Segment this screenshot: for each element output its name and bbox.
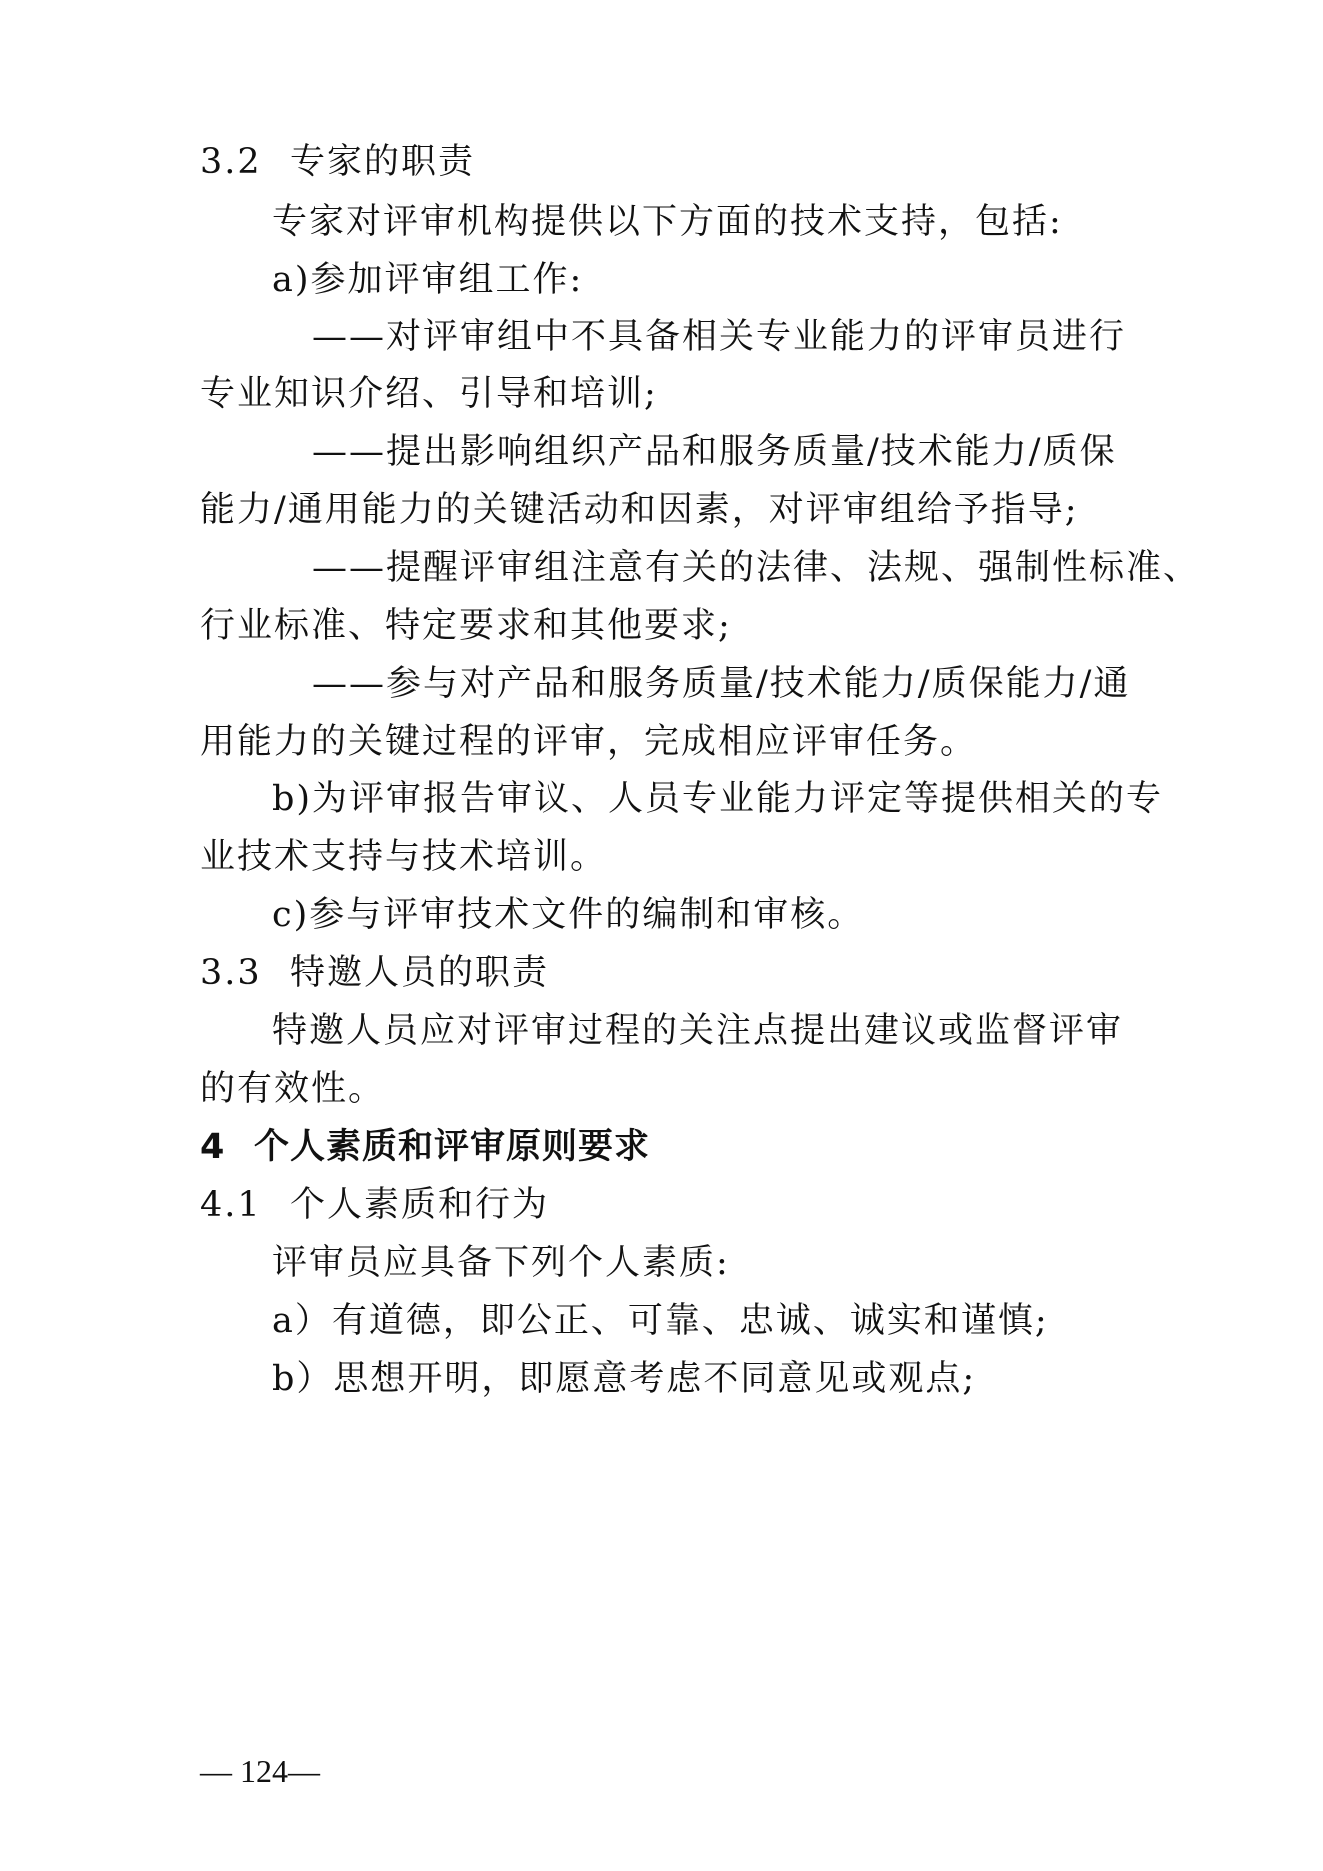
paragraph-line: 的有效性。 <box>200 1069 386 1109</box>
paragraph-line: 用能力的关键过程的评审，完成相应评审任务。 <box>200 722 978 762</box>
section-number: 4.1 <box>200 1185 262 1225</box>
paragraph-line: 特邀人员应对评审过程的关注点提出建议或监督评审 <box>272 1011 1124 1051</box>
list-item: a)参加评审组工作: <box>272 260 584 300</box>
list-item: b)为评审报告审议、人员专业能力评定等提供相关的专 <box>272 779 1164 819</box>
list-item: c)参与评审技术文件的编制和审核。 <box>272 895 865 935</box>
section-number: 3.3 <box>200 953 262 993</box>
paragraph-line: 能力/通用能力的关键活动和因素，对评审组给予指导; <box>200 490 1079 530</box>
list-item: ——对评审组中不具备相关专业能力的评审员进行 <box>312 317 1127 357</box>
list-item: ——提出影响组织产品和服务质量/技术能力/质保 <box>312 432 1117 472</box>
section-title: 专家的职责 <box>290 142 476 182</box>
paragraph-line: 评审员应具备下列个人素质: <box>272 1243 730 1283</box>
section-title: 特邀人员的职责 <box>290 953 550 993</box>
paragraph-line: 业技术支持与技术培训。 <box>200 837 608 877</box>
section-heading-3-2 <box>200 142 476 182</box>
section-number: 4 <box>200 1127 226 1167</box>
list-item: b）思想开明，即愿意考虑不同意见或观点; <box>272 1359 977 1399</box>
list-item: ——提醒评审组注意有关的法律、法规、强制性标准、 <box>312 548 1201 588</box>
list-item: a）有道德，即公正、可靠、忠诚、诚实和谨慎; <box>272 1301 1049 1341</box>
section-title: 个人素质和行为 <box>290 1185 550 1225</box>
section-heading-4 <box>200 1127 651 1167</box>
section-heading-4-1 <box>200 1185 550 1225</box>
section-title: 个人素质和评审原则要求 <box>254 1127 651 1167</box>
page-number: — 124— <box>200 1753 320 1789</box>
section-number: 3.2 <box>200 142 262 182</box>
paragraph-line: 专业知识介绍、引导和培训; <box>200 374 658 414</box>
section-heading-3-3 <box>200 953 550 993</box>
paragraph-line: 专家对评审机构提供以下方面的技术支持，包括: <box>272 202 1063 242</box>
list-item: ——参与对产品和服务质量/技术能力/质保能力/通 <box>312 664 1131 704</box>
paragraph-line: 行业标准、特定要求和其他要求; <box>200 606 732 646</box>
